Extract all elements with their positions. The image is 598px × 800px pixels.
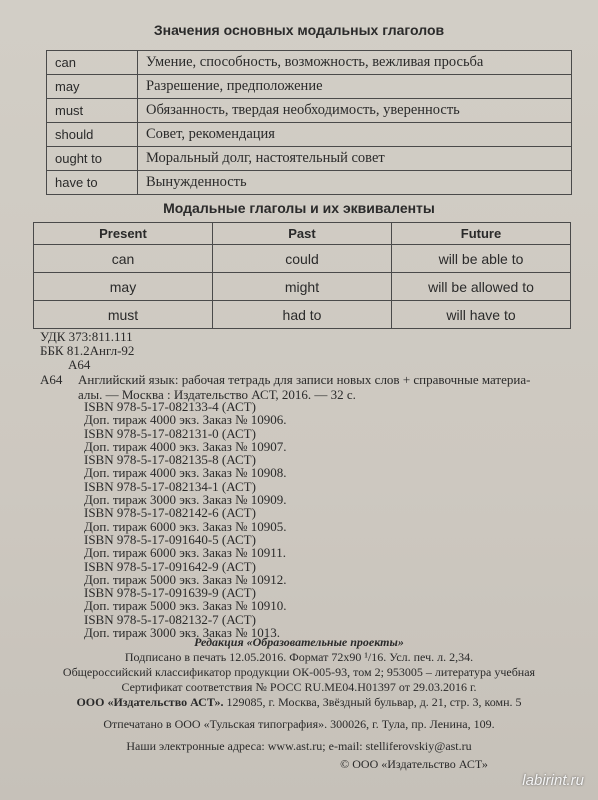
list-item: ISBN 978-5-17-082134-1 (АСТ) [84,478,256,494]
modal-equivalents-table [33,222,571,329]
table-row [47,75,572,99]
table-row [47,99,572,123]
list-item: ISBN 978-5-17-082135-8 (АСТ) [84,452,256,468]
isbn-list [84,400,287,639]
list-item: Доп. тираж 3000 экз. Заказ № 1013. [84,625,281,641]
meaning-cell: Обязанность, твердая необходимость, уверенность [138,99,572,123]
publisher-address: 129085, г. Москва, Звёздный бульвар, д. 21, стр. 3, комн. 5 [226,695,522,709]
list-item: ISBN 978-5-17-091640-5 (АСТ) [84,531,256,547]
modal-meanings-table [46,50,572,195]
list-item: ISBN 978-5-17-091639-9 (АСТ) [84,585,256,601]
email-addresses: Наши электронные адреса: www.ast.ru; e-mail: stelliferovskiy@ast.ru [126,739,472,753]
copyright-line: © ООО «Издательство АСТ» [340,757,488,771]
list-item: Доп. тираж 3000 экз. Заказ № 10909. [84,492,287,508]
cell: will be able to [392,245,571,273]
table-row [47,171,572,195]
bibliographic-entry [78,372,578,402]
cell: may [34,273,213,301]
list-item: Доп. тираж 6000 экз. Заказ № 10911. [84,545,287,561]
cell: will have to [392,301,571,329]
entry-line: Английский язык: рабочая тетрадь для записи новых слов + справочные материа- [78,372,531,387]
list-item: Доп. тираж 4000 экз. Заказ № 10907. [84,438,287,454]
table-header-row [34,223,571,245]
table-row [34,245,571,273]
verb-cell: must [47,99,138,123]
list-item: Доп. тираж 4000 экз. Заказ № 10906. [84,412,287,428]
verb-cell: have to [47,171,138,195]
watermark: labirint.ru [522,772,584,789]
publisher-name: ООО «Издательство АСТ». [76,695,224,709]
meaning-cell: Вынужденность [138,171,572,195]
imprint-footer [0,635,598,772]
cell: must [34,301,213,329]
udk-code: УДК 373:811.111 [40,329,133,344]
header-future: Future [392,223,571,245]
table1-title: Значения основных модальных глаголов [153,22,445,38]
verb-cell: ought to [47,147,138,171]
verb-cell: can [47,51,138,75]
editorial-board: Редакция «Образовательные проекты» [194,635,404,649]
list-item: Доп. тираж 5000 экз. Заказ № 10912. [84,571,287,587]
table-row [47,51,572,75]
cell: might [213,273,392,301]
cell: can [34,245,213,273]
signed-to-print: Подписано в печать 12.05.2016. Формат 72х90 ¹/16. Усл. печ. л. 2,34. [124,650,474,664]
list-item: ISBN 978-5-17-082133-4 (АСТ) [84,399,256,414]
table-row [47,147,572,171]
cell: will be allowed to [392,273,571,301]
verb-cell: may [47,75,138,99]
cell: had to [213,301,392,329]
certificate: Сертификат соответствия № РОСС RU.МЕ04.Н01397 от 29.03.2016 г. [121,680,477,694]
bbk-code: ББК 81.2Англ-92 [40,343,135,358]
table2-title: Модальные глаголы и их эквиваленты [163,200,435,216]
list-item: Доп. тираж 6000 экз. Заказ № 10905. [84,518,287,534]
header-present: Present [34,223,213,245]
verb-cell: should [47,123,138,147]
publisher-line [0,695,598,710]
bibliographic-codes [40,330,580,372]
printing-house: Отпечатано в ООО «Тульская типография». 300026, г. Тула, пр. Ленина, 109. [103,717,495,731]
list-item: ISBN 978-5-17-082142-6 (АСТ) [84,505,256,521]
list-item: Доп. тираж 4000 экз. Заказ № 10908. [84,465,287,481]
table-row [34,273,571,301]
product-classifier: Общероссийский классификатор продукции ОК-005-93, том 2; 953005 – литература учебная [62,665,536,679]
cell: could [213,245,392,273]
entry-line: алы. — Москва : Издательство АСТ, 2016. — 32 с. [78,387,356,402]
meaning-cell: Совет, рекомендация [138,123,572,147]
header-past: Past [213,223,392,245]
side-code: А64 [40,372,63,387]
list-item: Доп. тираж 5000 экз. Заказ № 10910. [84,598,287,614]
author-mark: А64 [68,357,91,372]
list-item: ISBN 978-5-17-091642-9 (АСТ) [84,558,256,574]
list-item: ISBN 978-5-17-082132-7 (АСТ) [84,611,256,627]
meaning-cell: Умение, способность, возможность, вежливая просьба [138,51,572,75]
meaning-cell: Разрешение, предположение [138,75,572,99]
list-item: ISBN 978-5-17-082131-0 (АСТ) [84,425,256,441]
table-row [34,301,571,329]
meaning-cell: Моральный долг, настоятельный совет [138,147,572,171]
table-row [47,123,572,147]
